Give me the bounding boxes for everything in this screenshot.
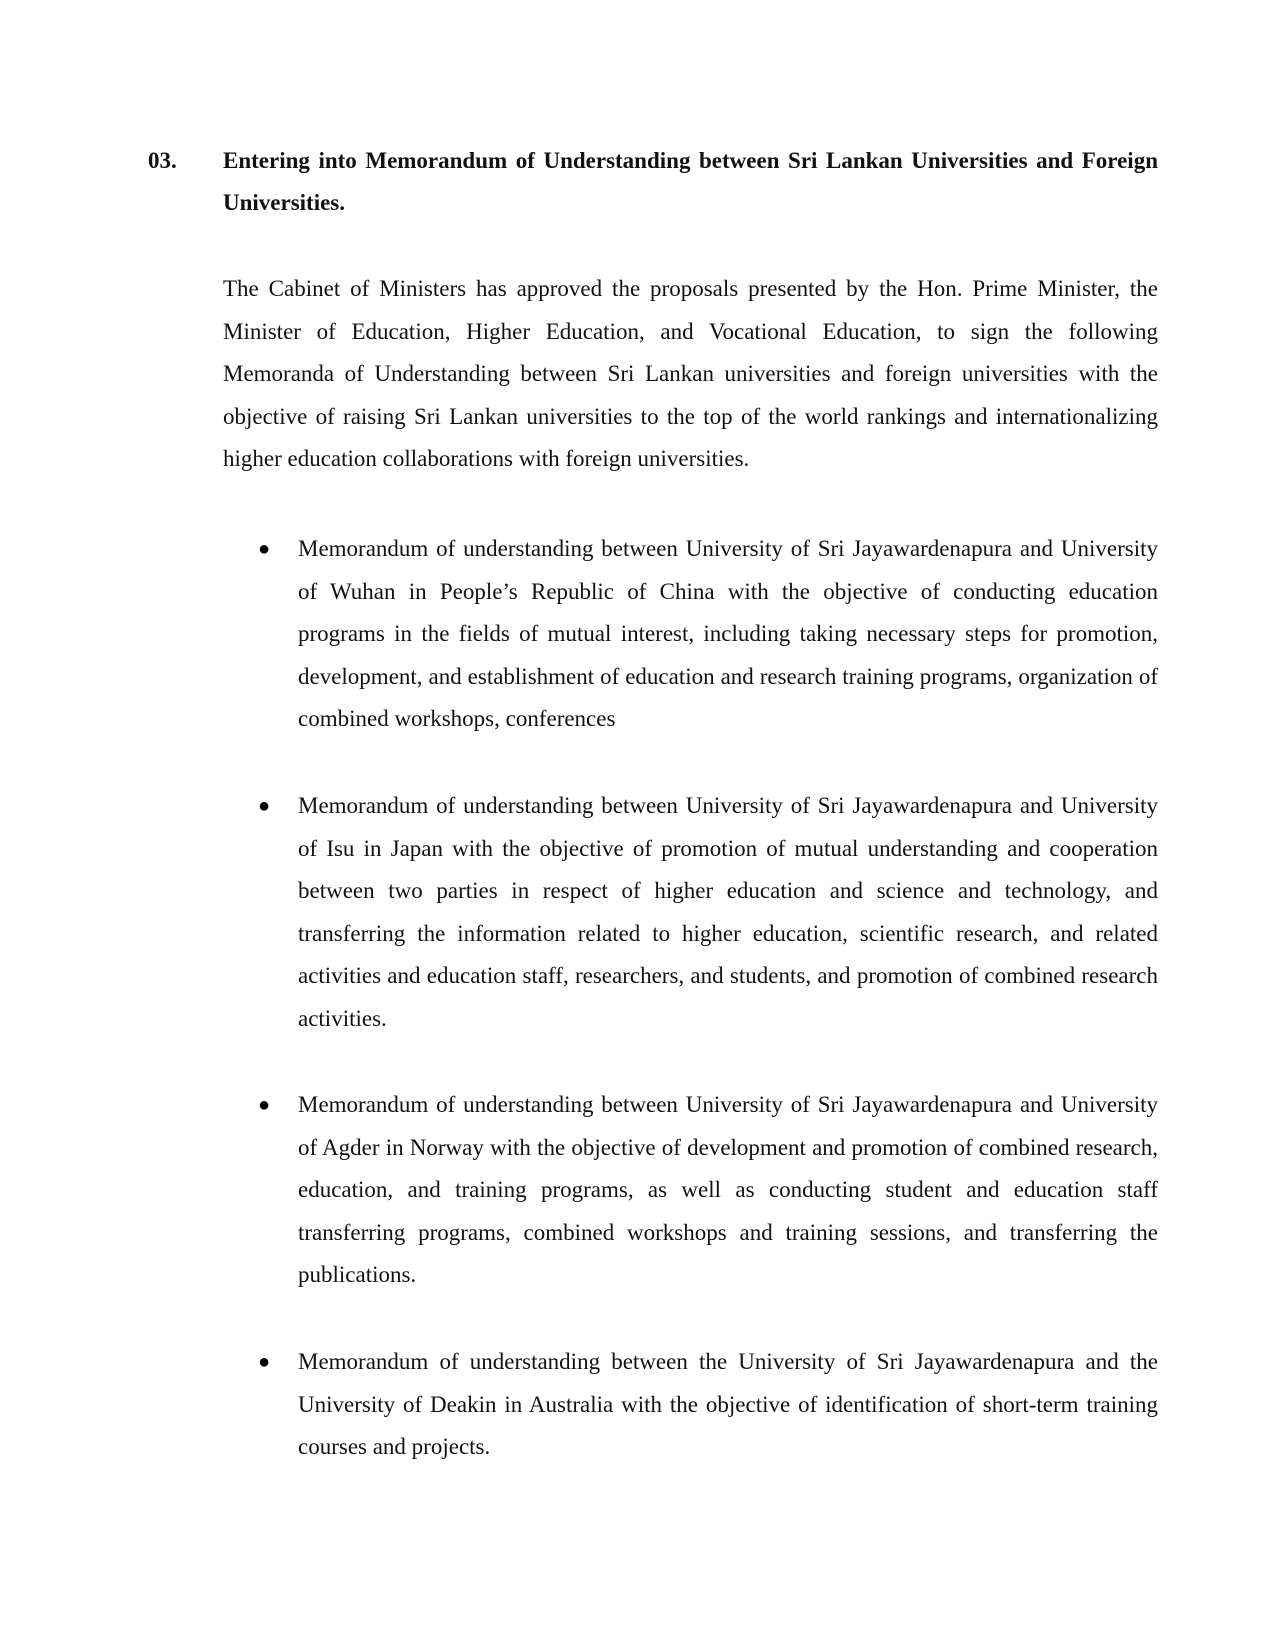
bullet-icon: ● xyxy=(258,1351,271,1373)
bullet-icon: ● xyxy=(258,795,271,817)
bullet-icon: ● xyxy=(258,1094,271,1116)
mou-item-text: Memorandum of understanding between University of Sri Jayawardenapura and University of Wuhan in People’s Republic of China with the objective of conducting education programs in the fields of mutual interest, including taking necessary steps for promotion, development, and establishment of education and research training programs, organization of combined workshops, conferences xyxy=(298,536,1158,731)
intro-paragraph: The Cabinet of Ministers has approved the proposals presented by the Hon. Prime Minister, the Minister of Education, Higher Education, and Vocational Education, to sign the following Memoranda of Understanding between Sri Lankan universities and foreign universities with the objective of raising Sri Lankan universities to the top of the world rankings and internationalizing higher education collaborations with foreign universities. xyxy=(223,276,1158,471)
mou-item-deakin xyxy=(258,1341,1158,1469)
mou-item-text: Memorandum of understanding between University of Sri Jayawardenapura and University of Isu in Japan with the objective of promotion of mutual understanding and cooperation between two parties in respect of higher education and science and technology, and transferring the information related to higher education, scientific research, and related activities and education staff, researchers, and students, and promotion of combined research activities. xyxy=(298,793,1158,1031)
mou-item-isu xyxy=(258,785,1158,1040)
section-heading xyxy=(148,140,1158,224)
section-title: Entering into Memorandum of Understanding between Sri Lankan Universities and Foreign Universities. xyxy=(223,148,1158,215)
section-number: 03. xyxy=(148,148,177,173)
bullet-icon: ● xyxy=(258,538,271,560)
mou-item-text: Memorandum of understanding between the University of Sri Jayawardenapura and the University of Deakin in Australia with the objective of identification of short-term training courses and projects. xyxy=(298,1349,1158,1459)
mou-item-agder xyxy=(258,1084,1158,1297)
mou-item-wuhan xyxy=(258,528,1158,741)
mou-item-text: Memorandum of understanding between University of Sri Jayawardenapura and University of Agder in Norway with the objective of development and promotion of combined research, education, and training programs, as well as conducting student and education staff transferring programs, combined workshops and training sessions, and transferring the publications. xyxy=(298,1092,1158,1287)
